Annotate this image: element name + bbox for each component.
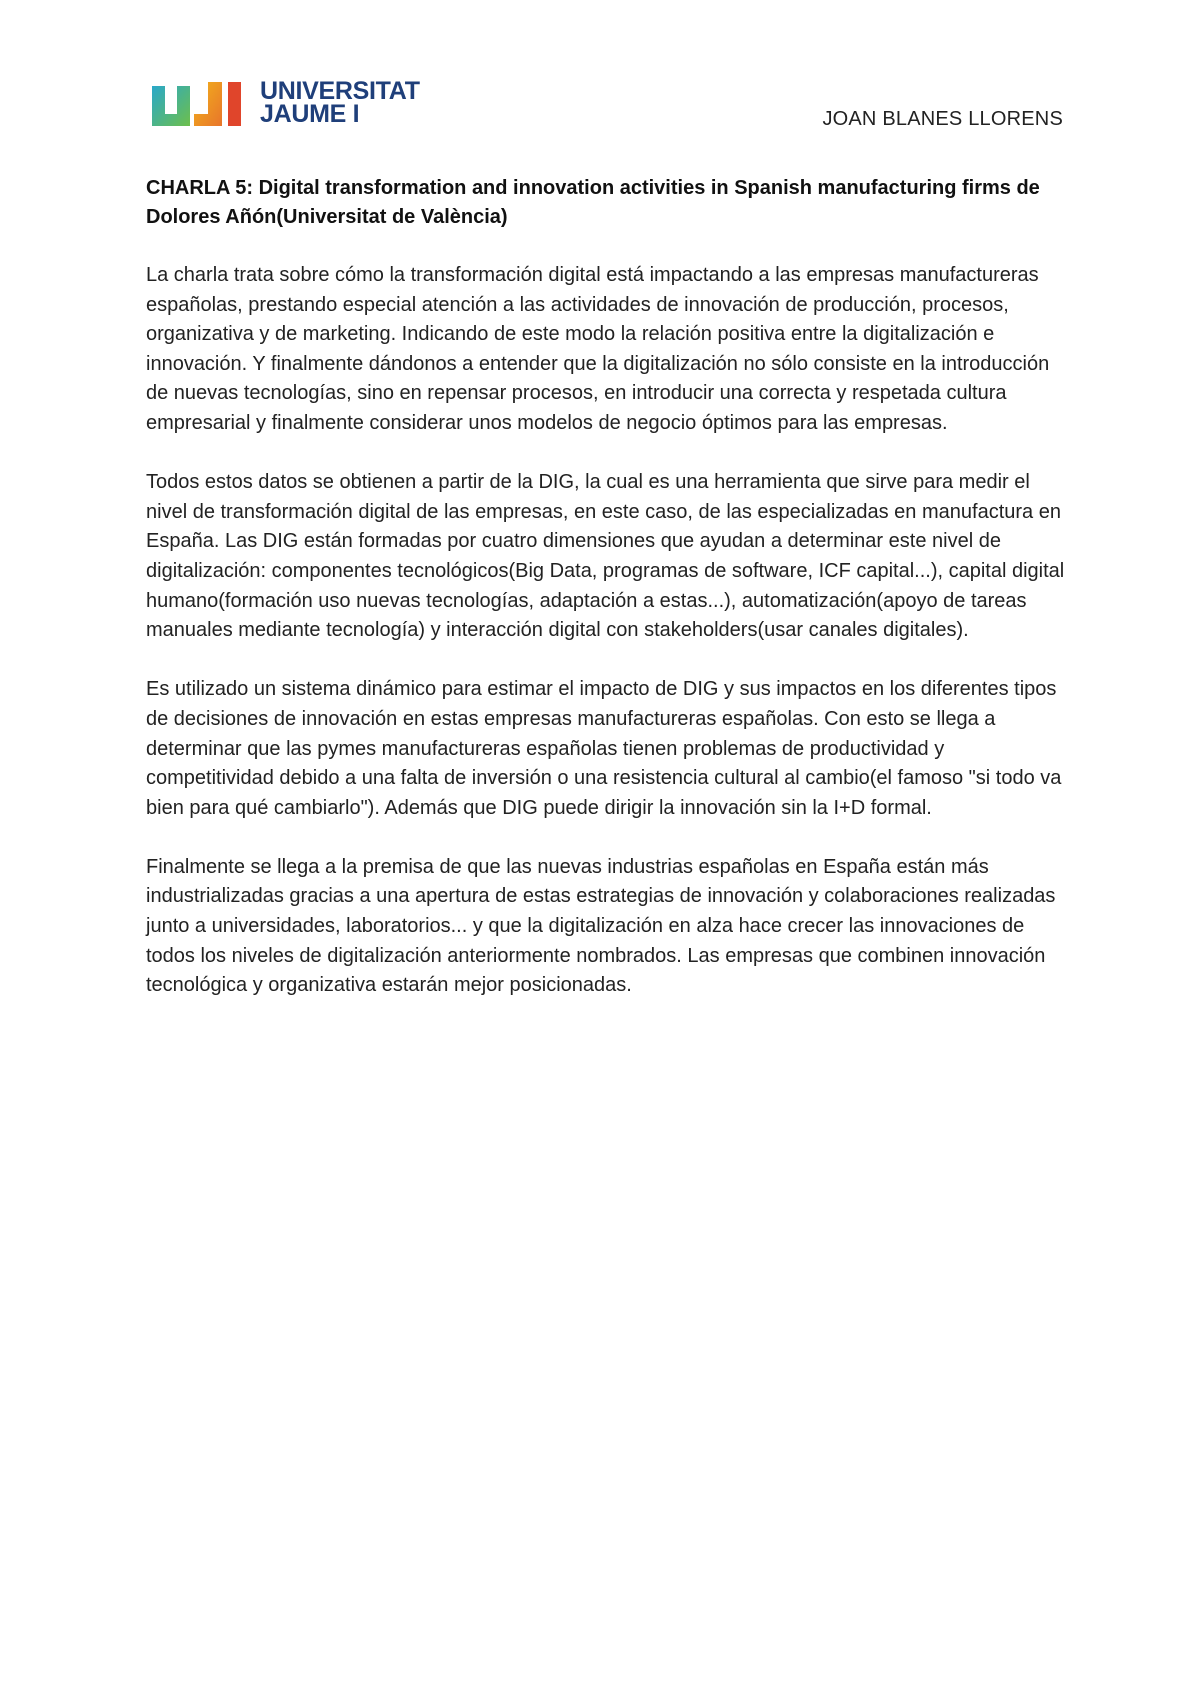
paragraph: La charla trata sobre cómo la transformación digital está impactando a las empresas manufactureras españolas, prestando especial atención a las actividades de innovación de producción, procesos, organizativa y de marketing. Indicando de este modo la relación positiva entre la digitalización e innovación. Y finalmente dándonos a entender que la digitalización no sólo consiste en la introducción de nuevas tecnologías, sino en repensar procesos, en introducir una correcta y respetada cultura empresarial y finalmente considerar unos modelos de negocio óptimos para las empresas. bbox=[146, 264, 1050, 434]
university-wordmark bbox=[260, 77, 420, 128]
document-title: CHARLA 5: Digital transformation and innovation activities in Spanish manufacturing firms de Dolores Añón(Universitat de València) bbox=[146, 177, 1040, 228]
paragraph: Es utilizado un sistema dinámico para estimar el impacto de DIG y sus impactos en los diferentes tipos de decisiones de innovación en estas empresas manufactureras españolas. Con esto se llega a determinar que las pymes manufactureras españolas tienen problemas de productividad y competitividad debido a una falta de inversión o una resistencia cultural al cambio(el famoso "si todo va bien para qué cambiarlo"). Además que DIG puede dirigir la innovación sin la I+D formal. bbox=[146, 678, 1062, 819]
paragraph: Finalmente se llega a la premisa de que las nuevas industrias españolas en España están más industrializadas gracias a una apertura de estas estrategias de innovación y colaboraciones realizadas junto a universidades, laboratorios... y que la digitalización en alza hace crecer las innovaciones de todos los niveles de digitalización anteriormente nombrados. Las empresas que combinen innovación tecnológica y organizativa estarán mejor posicionadas. bbox=[146, 855, 1056, 997]
wordmark-line2: JAUME I bbox=[260, 100, 360, 128]
university-logo bbox=[150, 77, 425, 130]
uji-logo-mark-icon bbox=[150, 80, 250, 130]
paragraph: Todos estos datos se obtienen a partir de la DIG, la cual es una herramienta que sirve para medir el nivel de transformación digital de las empresas, en este caso, de las especializadas en manufactura en España. Las DIG están formadas por cuatro dimensiones que ayudan a determinar este nivel de digitalización: componentes tecnológicos(Big Data, programas de software, ICF capital...), capital digital humano(formación uso nuevas tecnologías, adaptación a estas...), automatización(apoyo de tareas manuales mediante tecnología) y interacción digital con stakeholders(usar canales digitales). bbox=[146, 471, 1065, 642]
author-name: JOAN BLANES LLORENS bbox=[822, 108, 1063, 130]
wordmark-line1: UNIVERSITAT bbox=[260, 77, 420, 105]
document-body bbox=[146, 174, 1076, 1030]
